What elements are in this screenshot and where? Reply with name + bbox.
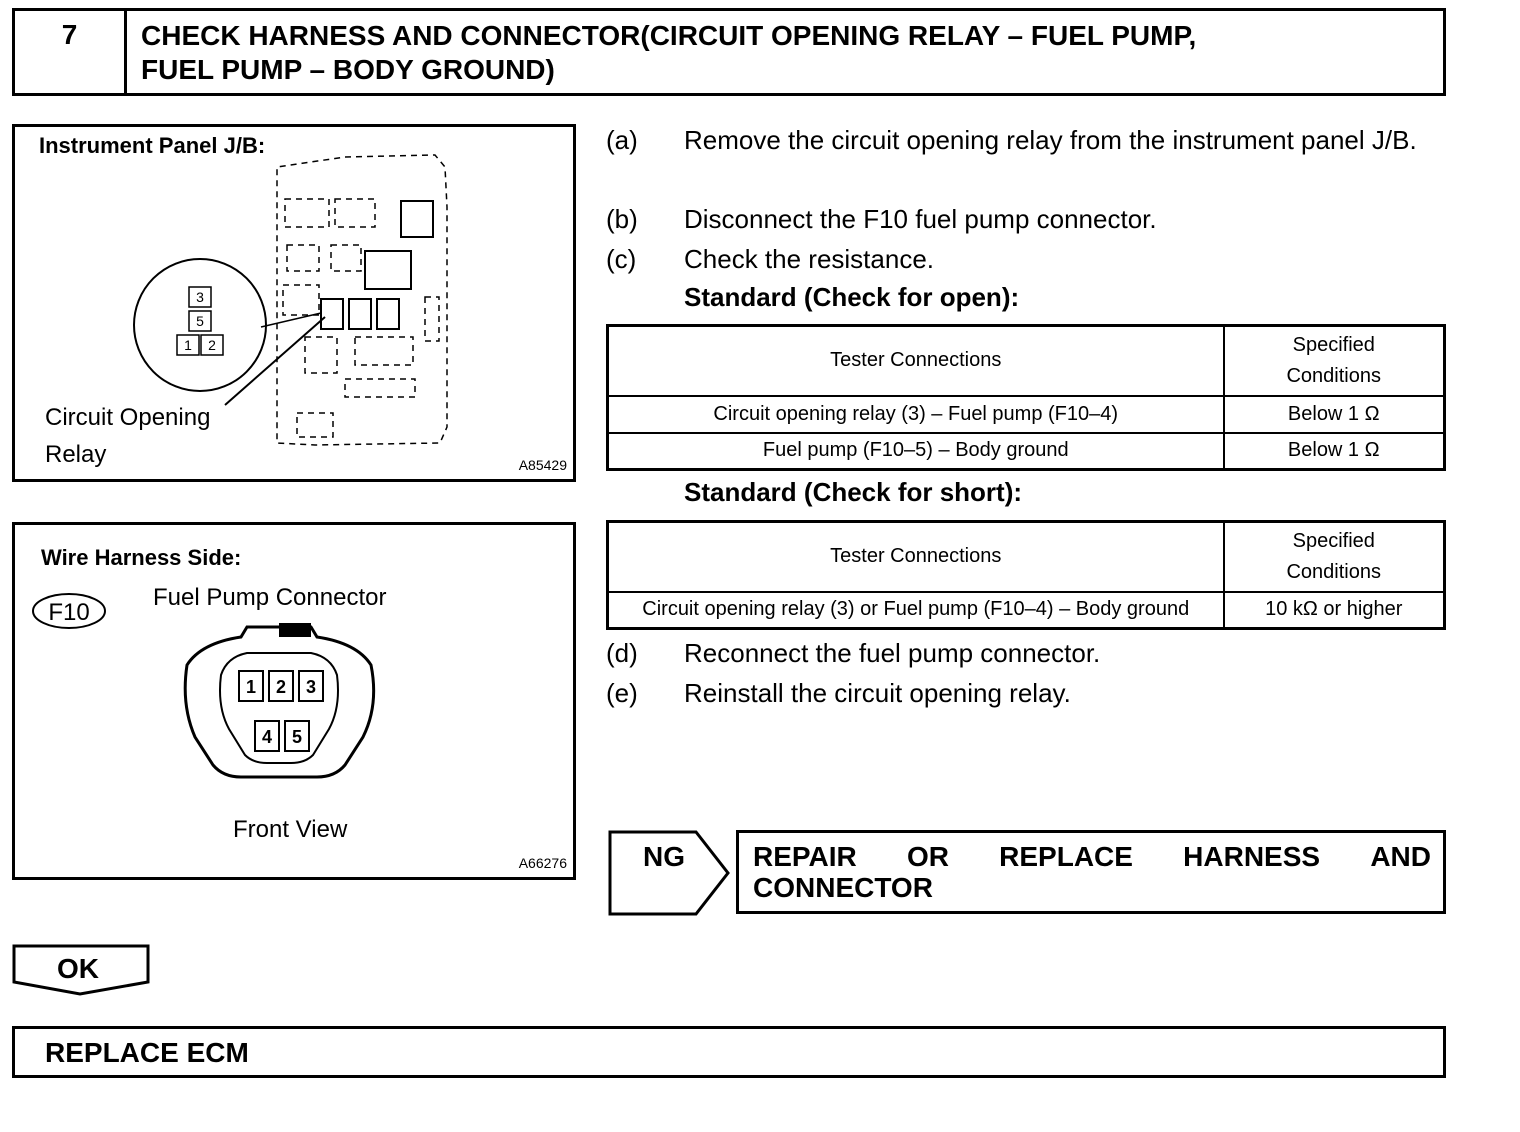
relay-terminal-label-5: 5 — [196, 313, 204, 329]
ng-action-line2: CONNECTOR — [753, 872, 933, 903]
standard-short-heading: Standard (Check for short): — [684, 477, 1023, 507]
cell-connection: Fuel pump (F10–5) – Body ground — [608, 433, 1224, 470]
cell-connection: Circuit opening relay (3) – Fuel pump (F10–4) — [608, 396, 1224, 433]
standard-open-heading: Standard (Check for open): — [684, 282, 1020, 312]
cell-condition: Below 1 Ω — [1224, 396, 1445, 433]
harness-connector-figure — [12, 522, 576, 880]
pin-label-1: 1 — [245, 677, 257, 697]
step-title — [141, 19, 1423, 87]
standard-short-table — [606, 520, 1446, 630]
ng-label: NG — [643, 841, 685, 872]
table-row — [608, 396, 1445, 433]
table-row — [608, 592, 1445, 629]
figure-label: Instrument Panel J/B: — [39, 133, 266, 158]
relay-callout-line2: Relay — [45, 441, 107, 468]
ng-word: HARNESS — [1183, 841, 1321, 872]
relay-callout-line1: Circuit Opening — [45, 404, 211, 431]
step-a — [606, 120, 1448, 200]
pin-label-4: 4 — [261, 727, 273, 747]
junction-block-figure — [12, 124, 576, 482]
ng-action-box — [736, 830, 1446, 914]
pin-label-5: 5 — [291, 727, 303, 747]
table-header-row — [608, 522, 1445, 592]
col-header-conditions-line2: Conditions — [1286, 364, 1381, 387]
col-header-connections: Tester Connections — [608, 326, 1224, 396]
step-text: Reconnect the fuel pump connector. — [684, 638, 1101, 668]
table-header-row — [608, 326, 1445, 396]
pin-label-2: 2 — [275, 677, 287, 697]
relay-callout — [45, 399, 210, 473]
step-letter: (b) — [606, 204, 638, 234]
step-text: Disconnect the F10 fuel pump connector. — [684, 204, 1157, 234]
step-letter: (a) — [606, 125, 638, 155]
step-e — [606, 673, 1448, 713]
figure-code: A85429 — [518, 457, 567, 473]
ng-word: REPLACE — [999, 841, 1133, 872]
col-header-conditions-line1: Specified — [1292, 529, 1375, 552]
step-text: Reinstall the circuit opening relay. — [684, 678, 1071, 708]
step-title-line2: FUEL PUMP – BODY GROUND) — [141, 54, 555, 85]
col-header-conditions-line1: Specified — [1292, 333, 1375, 356]
col-header-conditions-line2: Conditions — [1286, 560, 1381, 583]
cell-connection: Circuit opening relay (3) or Fuel pump (F10–4) – Body ground — [608, 592, 1224, 629]
col-header-connections: Tester Connections — [608, 522, 1224, 592]
view-label: Front View — [233, 816, 348, 843]
relay-terminal-label-3: 3 — [196, 289, 204, 305]
step-letter: (c) — [606, 244, 637, 274]
pin-label-3: 3 — [305, 677, 317, 697]
col-header-conditions — [1224, 326, 1445, 396]
cell-condition: 10 kΩ or higher — [1224, 592, 1445, 629]
step-c — [606, 239, 1448, 279]
step-header — [12, 8, 1446, 96]
ok-label: OK — [57, 953, 99, 984]
cell-condition: Below 1 Ω — [1224, 433, 1445, 470]
connector-id-label: F10 — [48, 599, 90, 626]
standard-open-table — [606, 324, 1446, 471]
ok-action-text: REPLACE ECM — [45, 1037, 249, 1068]
ng-word: REPAIR — [753, 841, 857, 872]
figure-label: Wire Harness Side: — [41, 545, 242, 570]
ok-arrow — [12, 944, 152, 998]
step-number: 7 — [15, 11, 127, 93]
table-row — [608, 433, 1445, 470]
ok-action-box — [12, 1026, 1446, 1078]
ng-arrow — [608, 830, 732, 916]
step-b — [606, 199, 1448, 239]
step-letter: (e) — [606, 678, 638, 708]
ng-word: OR — [906, 841, 949, 872]
relay-terminal-label-1: 1 — [184, 337, 192, 353]
figure-code: A66276 — [518, 855, 567, 871]
step-d — [606, 633, 1448, 673]
step-text: Remove the circuit opening relay from the instrument panel J/B. — [684, 125, 1417, 155]
ng-action-line1 — [753, 841, 1431, 872]
connector-name: Fuel Pump Connector — [153, 584, 387, 611]
col-header-conditions — [1224, 522, 1445, 592]
step-letter: (d) — [606, 638, 638, 668]
ng-action-text — [753, 841, 1431, 903]
relay-terminal-label-2: 2 — [208, 337, 216, 353]
step-text: Check the resistance. — [684, 244, 935, 274]
ng-word: AND — [1370, 841, 1431, 872]
step-title-line1: CHECK HARNESS AND CONNECTOR(CIRCUIT OPENING RELAY – FUEL PUMP, — [141, 20, 1197, 51]
